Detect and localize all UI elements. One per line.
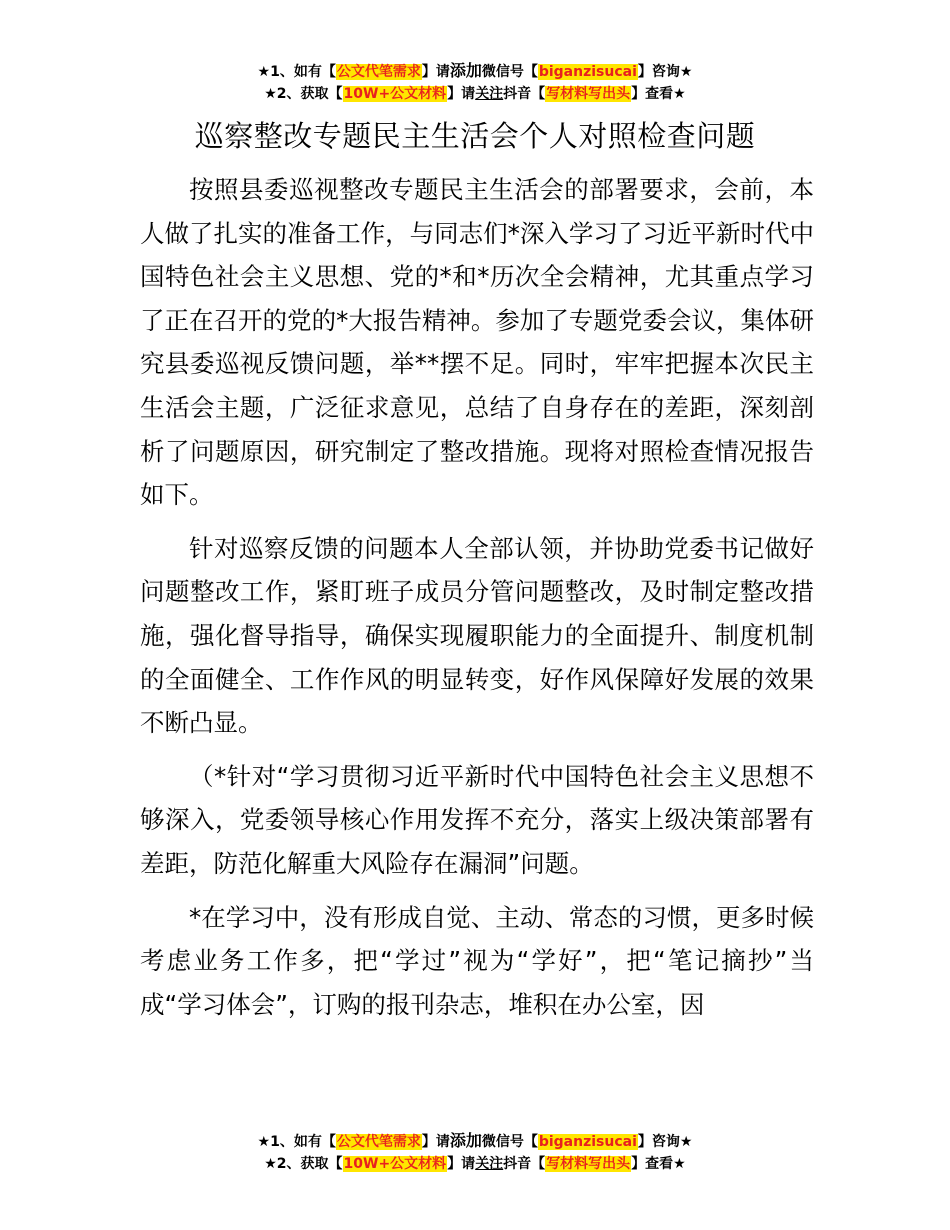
paragraph-study-issue: *在学习中，没有形成自觉、主动、常态的习惯，更多时候考虑业务工作多，把“学过”视为“学好”，把“笔记摘抄”当成“学习体会”，订购的报刊杂志，堆积在办公室，因 bbox=[140, 902, 814, 1019]
promo-highlight-wechat-id: biganzisucai bbox=[538, 1134, 637, 1150]
document-title: 巡察整改专题民主生活会个人对照检查问题 bbox=[194, 119, 756, 153]
promo-line-1: ★1、如有【公文代笔需求】请添加微信号【biganzisucai】咨询★ bbox=[257, 1131, 693, 1150]
promo-line-2: ★2、获取【10W+公文材料】请关注抖音【写材料写出头】查看★ bbox=[264, 1156, 686, 1172]
promo-line-1: ★1、如有【公文代笔需求】请添加微信号【biganzisucai】咨询★ bbox=[257, 61, 693, 80]
paragraph-issue-heading: （*针对“学习贯彻习近平新时代中国特色社会主义思想不够深入，党委领导核心作用发挥不充分，落实上级决策部署有差距，防范化解重大风险存在漏洞”问题。 bbox=[140, 761, 814, 878]
promo-highlight-materials: 10W+公文材料 bbox=[343, 86, 447, 102]
promo-highlight-douyin: 写材料写出头 bbox=[546, 86, 631, 102]
promo-highlight-materials: 10W+公文材料 bbox=[343, 1156, 447, 1172]
promo-highlight-douyin: 写材料写出头 bbox=[546, 1156, 631, 1172]
promo-highlight-service: 公文代笔需求 bbox=[336, 1134, 421, 1150]
footer-promo-banner bbox=[0, 1130, 950, 1175]
promo-highlight-wechat-id: biganzisucai bbox=[538, 64, 637, 80]
promo-line-2: ★2、获取【10W+公文材料】请关注抖音【写材料写出头】查看★ bbox=[264, 86, 686, 102]
paragraph-intro: 按照县委巡视整改专题民主生活会的部署要求，会前，本人做了扎实的准备工作，与同志们*深入学习了习近平新时代中国特色社会主义思想、党的*和*历次全会精神，尤其重点学习了正在召开的党的*大报告精神。参加了专题党委会议，集体研究县委巡视反馈问题，举**摆不足。同时，牢牢把握本次民主生活会主题，广泛征求意见，总结了自身存在的差距，深刻剖析了问题原因，研究制定了整改措施。现将对照检查情况报告如下。 bbox=[140, 175, 814, 510]
promo-highlight-service: 公文代笔需求 bbox=[336, 64, 421, 80]
header-promo-banner bbox=[0, 60, 950, 105]
document-body bbox=[140, 168, 814, 1036]
paragraph-rectification: 针对巡察反馈的问题本人全部认领，并协助党委书记做好问题整改工作，紧盯班子成员分管问题整改，及时制定整改措施，强化督导指导，确保实现履职能力的全面提升、制度机制的全面健全、工作作风的明显转变，好作风保障好发展的效果不断凸显。 bbox=[140, 533, 814, 738]
